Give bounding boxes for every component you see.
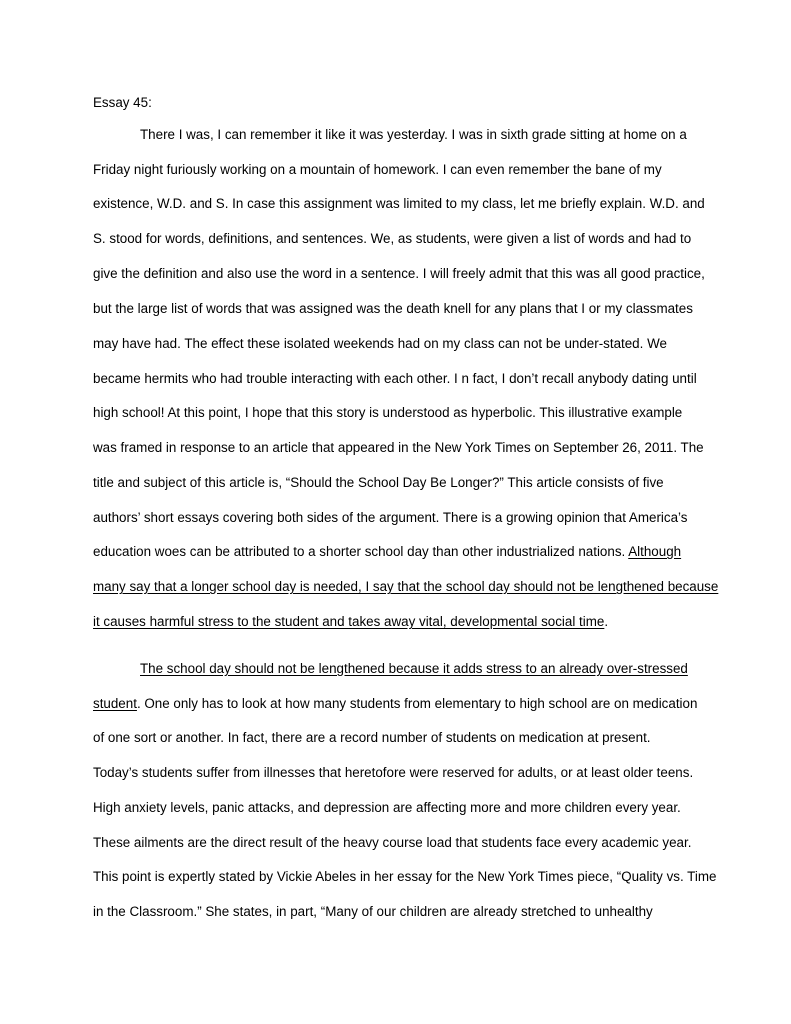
paragraph-2-line-5: High anxiety levels, panic attacks, and depression are affecting more and more children every year. [93,800,681,815]
topic-sentence-underlined-text: The school day should not be lengthened because it adds stress to an already over-stressed [140,661,688,676]
paragraph-1-line-7: may have had. The effect these isolated weekends had on my class can not be under-stated. We [93,336,667,351]
paragraph-1-line-2: Friday night furiously working on a mountain of homework. I can even remember the bane of my [93,162,662,177]
paragraph-2-line-3: of one sort or another. In fact, there are a record number of students on medication at present. [93,730,651,745]
paragraph-1-line-12: authors’ short essays covering both sides of the argument. There is a growing opinion that America’s [93,510,688,525]
paragraph-1-line-11: title and subject of this article is, “Should the School Day Be Longer?” This article consists of five [93,475,664,490]
paragraph-1-line-13 [93,544,681,560]
essay-heading: Essay 45: [93,95,152,110]
paragraph-2-line-4: Today’s students suffer from illnesses that heretofore were reserved for adults, or at least older teens. [93,765,694,780]
paragraph-1-line-6: but the large list of words that was assigned was the death knell for any plans that I or my classmates [93,301,693,316]
paragraph-1-line-5: give the definition and also use the word in a sentence. I will freely admit that this was all good practice, [93,266,705,281]
paragraph-2-line-2 [93,696,697,712]
line-text: . [604,614,609,629]
paragraph-2-line-1 [140,661,688,677]
topic-sentence-underlined-text: student [93,696,137,711]
paragraph-1-line-10: was framed in response to an article that appeared in the New York Times on September 26, 2011. The [93,440,704,455]
paragraph-1-line-1: There I was, I can remember it like it was yesterday. I was in sixth grade sitting at home on a [140,127,687,142]
paragraph-1-line-9: high school! At this point, I hope that this story is understood as hyperbolic. This illustrative example [93,405,683,420]
paragraph-1-line-8: became hermits who had trouble interacting with each other. I n fact, I don’t recall anybody dating until [93,371,697,386]
line-text: . One only has to look at how many students from elementary to high school are on medication [136,696,698,711]
paragraph-1-line-3: existence, W.D. and S. In case this assignment was limited to my class, let me briefly explain. W.D. and [93,196,705,211]
line-text: education woes can be attributed to a shorter school day than other industrialized nations. [93,544,629,559]
paragraph-1-line-14 [93,579,718,595]
thesis-underlined-text: many say that a longer school day is needed, I say that the school day should not be lengthened because [93,579,719,594]
paragraph-2-line-8: in the Classroom.” She states, in part, “Many of our children are already stretched to unhealthy [93,904,653,919]
thesis-underlined-text: it causes harmful stress to the student and takes away vital, developmental social time [93,614,605,629]
paragraph-2-line-6: These ailments are the direct result of the heavy course load that students face every academic year. [93,835,692,850]
paragraph-1-line-15 [93,614,608,630]
paragraph-2-line-7: This point is expertly stated by Vickie Abeles in her essay for the New York Times piece, “Quality vs. Time [93,869,717,884]
paragraph-1-line-4: S. stood for words, definitions, and sentences. We, as students, were given a list of words and had to [93,231,692,246]
thesis-underlined-text: Although [628,544,682,559]
